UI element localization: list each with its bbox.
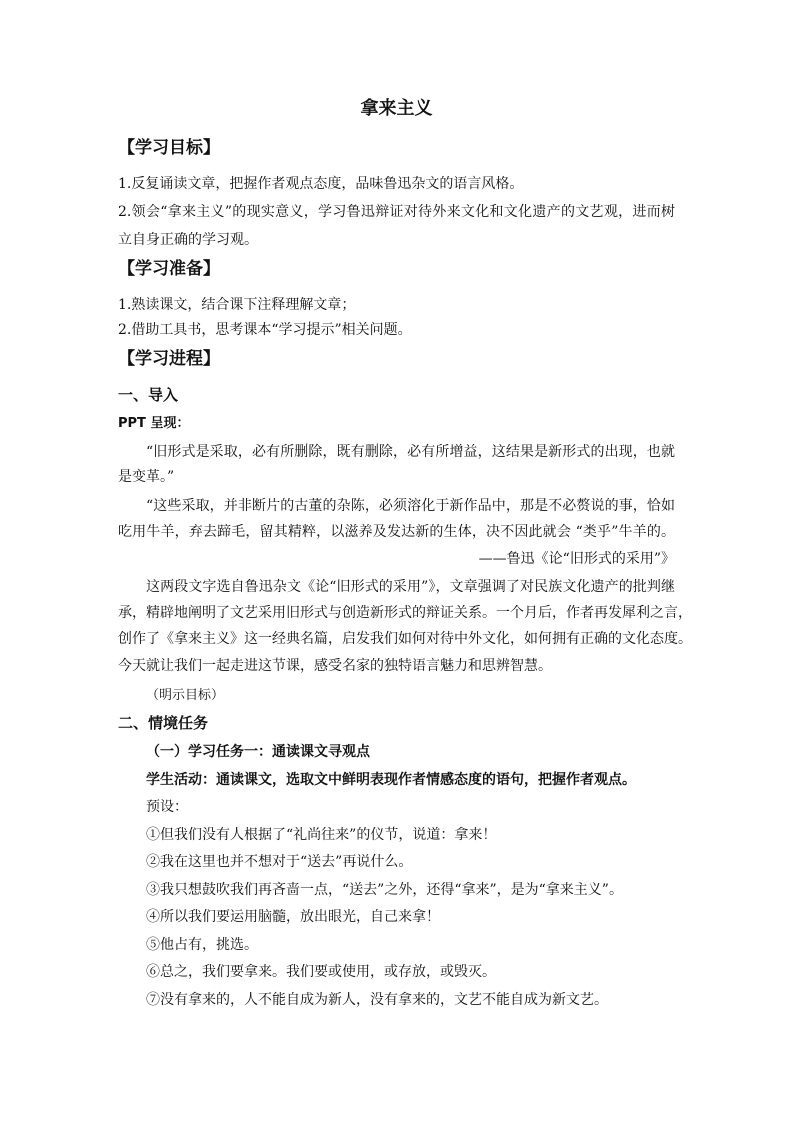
list-item: ⑦没有拿来的，人不能自成为新人，没有拿来的，文艺不能自成为新文艺。 [146, 992, 608, 1008]
ppt-label: PPT 呈现： [118, 416, 190, 431]
task-sub-heading: （一）学习任务一：通读课文寻观点 [146, 744, 370, 760]
quote-1-line-1: “旧形式是采取，必有所删除，既有删除，必有所增益，这结果是新形式的出现，也就 [146, 444, 675, 460]
intro-paragraph-line-4: 今天就让我们一起走进这节课，感受名家的独特语言魅力和思辨智慧。 [118, 658, 552, 674]
intro-paragraph-line-3: 创作了《拿来主义》这一经典名篇，启发我们如何对待中外文化，如何拥有正确的文化态度。 [118, 631, 692, 647]
quote-attribution: ——鲁迅《论“旧形式的采用”》 [478, 551, 675, 567]
goal-item-2-line-1: 2.领会“拿来主义”的现实意义，学习鲁迅辩证对待外来文化和文化遗产的文艺观，进而树 [118, 204, 675, 220]
task-heading: 二、情境任务 [118, 714, 209, 732]
list-item: ⑥总之，我们要拿来。我们要或使用，或存放，或毁灭。 [146, 964, 496, 980]
goal-item-1: 1.反复诵读文章，把握作者观点态度，品味鲁迅杂文的语言风格。 [118, 176, 524, 192]
page-title: 拿来主义 [360, 98, 433, 119]
quote-2-line-1: “这些采取，并非断片的古董的杂陈，必须溶化于新作品中，那是不必赘说的事，恰如 [146, 498, 675, 514]
list-item: ③我只想鼓吹我们再吝啬一点，“送去”之外，还得“拿来”，是为“拿来主义”。 [146, 882, 623, 898]
quote-2-line-2: 吃用牛羊，弃去蹄毛，留其精粹，以滋养及发达新的生体，决不因此就会 “类乎”牛羊的。 [118, 524, 675, 540]
preset-label: 预设： [146, 799, 188, 815]
goal-item-2-line-2: 立自身正确的学习观。 [118, 232, 258, 248]
quote-1-line-2: 是变革。” [118, 469, 175, 485]
prep-item-1: 1.熟读课文，结合课下注释理解文章； [118, 297, 356, 313]
list-item: ①但我们没有人根据了“礼尚往来”的仪节，说道：拿来！ [146, 827, 497, 843]
intro-note: （明示目标） [146, 688, 225, 703]
list-item: ②我在这里也并不想对于“送去”再说什么。 [146, 854, 413, 870]
intro-paragraph-line-1: 这两段文字选自鲁迅杂文《论“旧形式的采用”》，文章强调了对民族文化遗产的批判继 [146, 579, 675, 595]
section-heading-goals: 【学习目标】 [118, 138, 220, 158]
intro-heading: 一、导入 [118, 386, 179, 404]
list-item: ⑤他占有，挑选。 [146, 937, 258, 953]
student-activity: 学生活动：通读课文，选取文中鲜明表现作者情感态度的语句，把握作者观点。 [146, 772, 636, 788]
prep-item-2: 2.借助工具书，思考课本“学习提示”相关问题。 [118, 322, 412, 338]
section-heading-process: 【学习进程】 [118, 349, 220, 369]
section-heading-prep: 【学习准备】 [118, 259, 220, 279]
intro-paragraph-line-2: 承，精辟地阐明了文艺采用旧形式与创造新形式的辩证关系。一个月后，作者再发犀利之言， [118, 605, 692, 621]
list-item: ④所以我们要运用脑髓，放出眼光，自己来拿！ [146, 909, 440, 925]
